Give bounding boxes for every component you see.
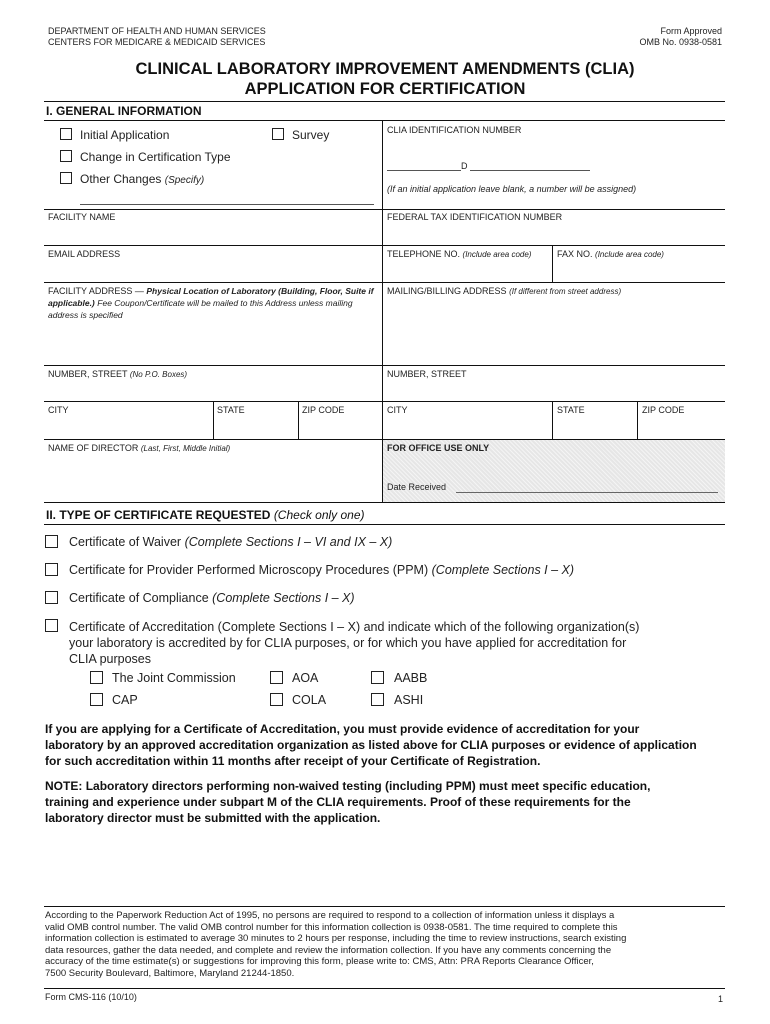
ashi-checkbox[interactable] bbox=[371, 693, 384, 706]
cap-label: CAP bbox=[112, 693, 138, 707]
tel-fax-divider bbox=[552, 245, 553, 282]
compliance-checkbox[interactable] bbox=[45, 591, 58, 604]
initial-application-label: Initial Application bbox=[80, 128, 170, 142]
joint-commission-checkbox[interactable] bbox=[90, 671, 103, 684]
zip-right-label: ZIP CODE bbox=[642, 405, 685, 415]
office-use-label: FOR OFFICE USE ONLY bbox=[387, 443, 490, 453]
aabb-checkbox[interactable] bbox=[371, 671, 384, 684]
director-name-label: NAME OF DIRECTOR (Last, First, Middle Initial) bbox=[48, 443, 231, 453]
section-2-top-rule bbox=[44, 502, 725, 503]
email-label: EMAIL ADDRESS bbox=[48, 249, 121, 259]
page-number: 1 bbox=[717, 994, 723, 1004]
other-changes-label: Other Changes (Specify) bbox=[80, 172, 205, 186]
clia-id-d: D bbox=[461, 161, 468, 171]
aoa-label: AOA bbox=[292, 671, 319, 685]
change-cert-type-checkbox[interactable] bbox=[60, 150, 72, 162]
column-divider bbox=[382, 120, 383, 446]
clia-id-label: CLIA IDENTIFICATION NUMBER bbox=[387, 125, 522, 135]
city-right-label: CITY bbox=[387, 405, 408, 415]
clia-id-note: (If an initial application leave blank, a number will be assigned) bbox=[387, 184, 637, 194]
survey-label: Survey bbox=[292, 128, 330, 142]
fax-label: FAX NO. (Include area code) bbox=[557, 249, 664, 259]
telephone-label: TELEPHONE NO. (Include area code) bbox=[387, 249, 532, 259]
state-left-label: STATE bbox=[217, 405, 245, 415]
section-1-heading-rule bbox=[44, 120, 725, 121]
footer-top-rule bbox=[44, 906, 725, 907]
city-left-label: CITY bbox=[48, 405, 69, 415]
number-street-left-label: NUMBER, STREET (No P.O. Boxes) bbox=[48, 369, 188, 379]
ashi-label: ASHI bbox=[394, 693, 424, 707]
office-use-divider bbox=[382, 439, 383, 502]
facility-name-label: FACILITY NAME bbox=[48, 212, 116, 222]
row-rule-1 bbox=[44, 209, 725, 210]
aabb-label: AABB bbox=[394, 671, 428, 685]
paperwork-reduction-notice: According to the Paperwork Reduction Act of 1995, no persons are required to respond to a collection of information unless it displays a valid OMB control number. The valid OMB control number for this information collection is 0938-0581. The time required to complete this information collection is estimated to average 30 minutes to 2 hours per response, including the time to review instructions, search existing data resources, gather the data needed, and complete and review the information collection. If you have any comments concerning the accuracy of the time estimate(s) or suggestions for improving this form, please write to: CMS, Attn: PRA Reports Clearance Officer, 7500 Security Boulevard, Baltimore, Maryland 21244-1850. bbox=[45, 910, 627, 979]
zip-left-label: ZIP CODE bbox=[302, 405, 345, 415]
date-received-label: Date Received bbox=[387, 482, 447, 492]
state-zip-divider-left bbox=[298, 401, 299, 440]
date-received-line bbox=[456, 492, 718, 493]
cap-checkbox[interactable] bbox=[90, 693, 103, 706]
row-rule-5 bbox=[44, 401, 725, 402]
mailing-address-label: MAILING/BILLING ADDRESS (If different from street address) bbox=[387, 286, 622, 296]
form-number: Form CMS-116 (10/10) bbox=[45, 992, 137, 1002]
clia-id-field-right[interactable] bbox=[470, 170, 590, 171]
note-label: NOTE: bbox=[45, 779, 83, 793]
section-1-heading: I. GENERAL INFORMATION bbox=[46, 104, 202, 118]
compliance-label: Certificate of Compliance (Complete Sections I – X) bbox=[69, 591, 355, 605]
cola-label: COLA bbox=[292, 693, 327, 707]
city-state-divider-left bbox=[213, 401, 214, 440]
survey-checkbox[interactable] bbox=[272, 128, 284, 140]
department-line-2: CENTERS FOR MEDICARE & MEDICAID SERVICES bbox=[48, 37, 266, 47]
other-changes-checkbox[interactable] bbox=[60, 172, 72, 184]
form-title-line-2: APPLICATION FOR CERTIFICATION bbox=[244, 80, 526, 98]
number-street-right-label: NUMBER, STREET bbox=[387, 369, 467, 379]
waiver-label: Certificate of Waiver (Complete Sections I – VI and IX – X) bbox=[69, 535, 393, 549]
other-changes-specify-line[interactable] bbox=[80, 204, 374, 205]
facility-address-label: FACILITY ADDRESS — Physical Location of Laboratory (Building, Floor, Suite if applicable.) Fee Coupon/Certificate will be mailed to this Address unless mailing address is specified bbox=[48, 286, 374, 320]
waiver-checkbox[interactable] bbox=[45, 535, 58, 548]
accreditation-checkbox[interactable] bbox=[45, 619, 58, 632]
row-rule-2 bbox=[44, 245, 725, 246]
joint-commission-label: The Joint Commission bbox=[112, 671, 236, 685]
director-note-paragraph: NOTE: Laboratory directors performing non-waived testing (including PPM) must meet specific education, training and experience under subpart M of the CLIA requirements. Proof of these requirements for the laboratory director must be submitted with the application. bbox=[45, 779, 651, 825]
aoa-checkbox[interactable] bbox=[270, 671, 283, 684]
section-2-heading-rule bbox=[44, 524, 725, 525]
accreditation-evidence-paragraph: If you are applying for a Certificate of Accreditation, you must provide evidence of accreditation for your laboratory by an approved accreditation organization as listed above for CLIA purposes or evidence of application for such accreditation within 11 months after receipt of your Certificate of Registration. bbox=[45, 722, 697, 768]
clia-id-field-left[interactable] bbox=[387, 170, 461, 171]
row-rule-3 bbox=[44, 282, 725, 283]
ppm-label: Certificate for Provider Performed Microscopy Procedures (PPM) (Complete Sections I – X) bbox=[69, 563, 575, 577]
city-state-divider-right bbox=[552, 401, 553, 440]
row-rule-4 bbox=[44, 365, 725, 366]
omb-number: OMB No. 0938-0581 bbox=[639, 37, 722, 47]
department-line-1: DEPARTMENT OF HEALTH AND HUMAN SERVICES bbox=[48, 26, 266, 36]
section-2-heading: II. TYPE OF CERTIFICATE REQUESTED (Check only one) bbox=[46, 508, 365, 522]
accreditation-label: Certificate of Accreditation (Complete Sections I – X) and indicate which of the following organization(s) your laboratory is accredited by for CLIA purposes, or for which you have applied for accreditation for CLIA purposes bbox=[69, 620, 640, 666]
state-zip-divider-right bbox=[637, 401, 638, 440]
footer-bottom-rule bbox=[44, 988, 725, 989]
form-title-line-1: CLINICAL LABORATORY IMPROVEMENT AMENDMENTS (CLIA) bbox=[135, 60, 635, 78]
ppm-checkbox[interactable] bbox=[45, 563, 58, 576]
section-1-top-rule bbox=[44, 101, 725, 102]
initial-application-checkbox[interactable] bbox=[60, 128, 72, 140]
cola-checkbox[interactable] bbox=[270, 693, 283, 706]
form-approved: Form Approved bbox=[660, 26, 722, 36]
state-right-label: STATE bbox=[557, 405, 585, 415]
federal-tax-id-label: FEDERAL TAX IDENTIFICATION NUMBER bbox=[387, 212, 563, 222]
change-cert-type-label: Change in Certification Type bbox=[80, 150, 231, 164]
